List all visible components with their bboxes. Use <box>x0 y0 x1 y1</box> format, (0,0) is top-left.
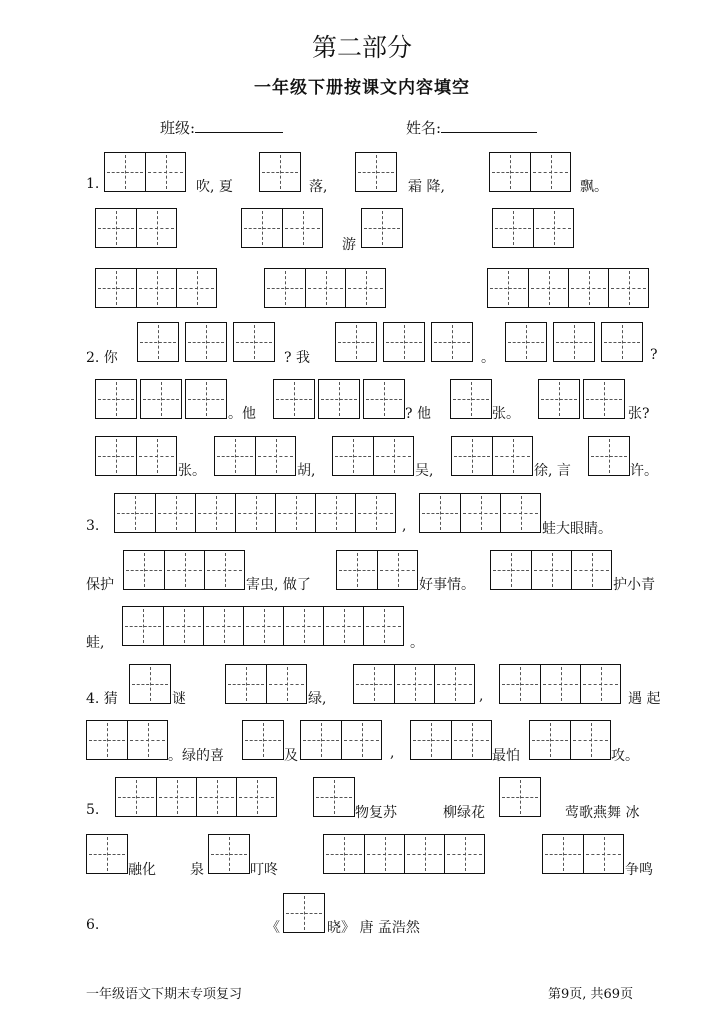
s3-number: 3. <box>86 518 100 534</box>
writing-cell[interactable] <box>130 665 170 703</box>
class-input-line[interactable] <box>195 118 283 133</box>
writing-cell[interactable] <box>136 437 176 475</box>
s2-text-c: ? <box>650 347 658 363</box>
answer-box[interactable] <box>553 322 595 362</box>
answer-box[interactable] <box>505 322 547 362</box>
writing-cell[interactable] <box>196 778 236 816</box>
writing-cell[interactable] <box>136 209 176 247</box>
writing-cell[interactable] <box>124 551 164 589</box>
writing-cell[interactable] <box>356 153 396 191</box>
answer-box[interactable] <box>300 720 382 760</box>
writing-cell[interactable] <box>528 269 568 307</box>
s4-text-g: , <box>390 745 395 761</box>
answer-box[interactable] <box>490 550 612 590</box>
writing-cell[interactable] <box>209 835 249 873</box>
writing-cell[interactable] <box>96 269 136 307</box>
writing-cell[interactable] <box>226 665 266 703</box>
answer-box[interactable] <box>273 379 315 419</box>
writing-cell[interactable] <box>96 380 136 418</box>
writing-cell[interactable] <box>444 835 484 873</box>
writing-cell[interactable] <box>584 380 624 418</box>
answer-box[interactable] <box>363 379 405 419</box>
answer-box[interactable] <box>242 720 284 760</box>
writing-cell[interactable] <box>364 380 404 418</box>
answer-box[interactable] <box>225 664 307 704</box>
answer-box[interactable] <box>583 379 625 419</box>
answer-box[interactable] <box>332 436 414 476</box>
writing-cell[interactable] <box>243 607 283 645</box>
answer-box[interactable] <box>208 834 250 874</box>
s4-number: 4. 猜 <box>86 691 118 707</box>
writing-cell[interactable] <box>583 835 623 873</box>
writing-cell[interactable] <box>282 209 322 247</box>
writing-cell[interactable] <box>195 494 235 532</box>
writing-cell[interactable] <box>96 209 136 247</box>
writing-cell[interactable] <box>265 269 305 307</box>
s3-text-a: , <box>402 518 407 534</box>
writing-cell[interactable] <box>116 778 156 816</box>
writing-cell[interactable] <box>580 665 620 703</box>
answer-box[interactable] <box>318 379 360 419</box>
footer-left: 一年级语文下期末专项复习 <box>86 987 243 1002</box>
s4-text-e: 。绿的喜 <box>168 748 224 764</box>
answer-box[interactable] <box>233 322 275 362</box>
writing-cell[interactable] <box>242 209 282 247</box>
writing-cell[interactable] <box>540 665 580 703</box>
writing-cell[interactable] <box>491 551 531 589</box>
answer-box[interactable] <box>336 550 418 590</box>
writing-cell[interactable] <box>145 153 185 191</box>
s3-text-h: 。 <box>410 635 424 651</box>
answer-box[interactable] <box>335 322 377 362</box>
writing-cell[interactable] <box>324 835 364 873</box>
writing-cell[interactable] <box>314 778 354 816</box>
writing-cell[interactable] <box>570 721 610 759</box>
s1-text-e: 游 <box>342 237 356 253</box>
writing-cell[interactable] <box>164 551 204 589</box>
writing-cell[interactable] <box>337 551 377 589</box>
s2-text-k: 徐, 言 <box>534 463 571 479</box>
writing-cell[interactable] <box>533 209 573 247</box>
s5-text-e: 泉 <box>190 862 204 878</box>
answer-box[interactable] <box>542 834 624 874</box>
writing-cell[interactable] <box>156 778 196 816</box>
s4-text-h: 最怕 <box>492 748 520 764</box>
writing-cell[interactable] <box>608 269 648 307</box>
s3-text-d: 害虫, 做了 <box>246 577 311 593</box>
answer-box[interactable] <box>129 664 171 704</box>
answer-box[interactable] <box>214 436 296 476</box>
writing-cell[interactable] <box>345 269 385 307</box>
s4-text-i: 攻。 <box>611 748 639 764</box>
writing-cell[interactable] <box>215 437 255 475</box>
writing-cell[interactable] <box>123 607 163 645</box>
writing-cell[interactable] <box>333 437 373 475</box>
writing-cell[interactable] <box>155 494 195 532</box>
writing-cell[interactable] <box>506 323 546 361</box>
answer-box[interactable] <box>492 208 574 248</box>
s2-text-i: 胡, <box>297 463 316 479</box>
writing-cell[interactable] <box>411 721 451 759</box>
writing-cell[interactable] <box>284 894 324 932</box>
writing-cell[interactable] <box>203 607 243 645</box>
writing-cell[interactable] <box>451 721 491 759</box>
answer-box[interactable] <box>185 322 227 362</box>
writing-cell[interactable] <box>305 269 345 307</box>
s2-text-g: 张? <box>628 406 650 422</box>
writing-cell[interactable] <box>363 607 403 645</box>
s2-number: 2. 你 <box>86 350 118 366</box>
answer-box[interactable] <box>601 322 643 362</box>
answer-box[interactable] <box>259 152 301 192</box>
s4-text-d: 遇 起 <box>628 691 661 707</box>
answer-box[interactable] <box>487 268 649 308</box>
writing-cell[interactable] <box>373 437 413 475</box>
s2-text-d: 。他 <box>228 406 256 422</box>
answer-box[interactable] <box>140 379 182 419</box>
s5-number: 5. <box>86 802 100 818</box>
s1-text-a: 吹, 夏 <box>196 179 233 195</box>
answer-box[interactable] <box>95 208 177 248</box>
writing-cell[interactable] <box>460 494 500 532</box>
writing-cell[interactable] <box>539 380 579 418</box>
answer-box[interactable] <box>114 493 396 533</box>
writing-cell[interactable] <box>490 153 530 191</box>
writing-cell[interactable] <box>138 323 178 361</box>
writing-cell[interactable] <box>355 494 395 532</box>
answer-box[interactable] <box>86 720 168 760</box>
s2-text-a: ? 我 <box>284 350 310 366</box>
answer-box[interactable] <box>137 322 179 362</box>
writing-cell[interactable] <box>315 494 355 532</box>
writing-cell[interactable] <box>492 437 532 475</box>
answer-box[interactable] <box>323 834 485 874</box>
writing-cell[interactable] <box>362 209 402 247</box>
writing-cell[interactable] <box>452 437 492 475</box>
writing-cell[interactable] <box>283 607 323 645</box>
writing-cell[interactable] <box>354 665 394 703</box>
writing-cell[interactable] <box>136 269 176 307</box>
answer-box[interactable] <box>86 834 128 874</box>
writing-cell[interactable] <box>87 721 127 759</box>
s2-text-f: 张。 <box>492 406 520 422</box>
writing-cell[interactable] <box>531 551 571 589</box>
writing-cell[interactable] <box>163 607 203 645</box>
writing-cell[interactable] <box>377 551 417 589</box>
s4-text-f: 及 <box>284 748 298 764</box>
writing-cell[interactable] <box>115 494 155 532</box>
writing-cell[interactable] <box>236 778 276 816</box>
writing-cell[interactable] <box>500 665 540 703</box>
answer-box[interactable] <box>123 550 245 590</box>
s2-text-h: 张。 <box>178 463 206 479</box>
answer-box[interactable] <box>95 379 137 419</box>
writing-cell[interactable] <box>275 494 315 532</box>
s5-text-d: 融化 <box>128 862 156 878</box>
s1-text-b: 落, <box>309 179 328 195</box>
answer-box[interactable] <box>95 436 177 476</box>
name-label: 姓名: <box>406 119 442 137</box>
s2-text-l: 许。 <box>630 463 658 479</box>
footer-page-number: 第9页, 共69页 <box>548 987 634 1002</box>
writing-cell[interactable] <box>243 721 283 759</box>
s3-text-g: 蛙, <box>86 635 105 651</box>
writing-cell[interactable] <box>319 380 359 418</box>
s2-text-j: 吴, <box>415 463 434 479</box>
writing-cell[interactable] <box>274 380 314 418</box>
answer-box[interactable] <box>185 379 227 419</box>
answer-box[interactable] <box>588 436 630 476</box>
s3-text-e: 好事情。 <box>419 577 475 593</box>
answer-box[interactable] <box>451 436 533 476</box>
writing-cell[interactable] <box>384 323 424 361</box>
answer-box[interactable] <box>283 893 325 933</box>
s1-number: 1. <box>86 176 100 192</box>
writing-cell[interactable] <box>127 721 167 759</box>
writing-cell[interactable] <box>176 269 216 307</box>
s4-text-a: 谜 <box>172 691 186 707</box>
s3-text-b: 蛙大眼睛。 <box>542 521 612 537</box>
writing-cell[interactable] <box>493 209 533 247</box>
writing-cell[interactable] <box>451 380 491 418</box>
answer-box[interactable] <box>104 152 186 192</box>
writing-cell[interactable] <box>543 835 583 873</box>
writing-cell[interactable] <box>500 778 540 816</box>
answer-box[interactable] <box>355 152 397 192</box>
writing-cell[interactable] <box>255 437 295 475</box>
answer-box[interactable] <box>313 777 355 817</box>
answer-box[interactable] <box>499 777 541 817</box>
writing-cell[interactable] <box>602 323 642 361</box>
answer-box[interactable] <box>95 268 217 308</box>
s4-text-c: , <box>479 688 484 704</box>
s6-text-a: 《 <box>266 920 280 936</box>
writing-cell[interactable] <box>96 437 136 475</box>
writing-cell[interactable] <box>554 323 594 361</box>
writing-cell[interactable] <box>589 437 629 475</box>
writing-cell[interactable] <box>186 323 226 361</box>
writing-cell[interactable] <box>301 721 341 759</box>
writing-cell[interactable] <box>434 665 474 703</box>
s5-text-c: 莺歌燕舞 冰 <box>565 805 640 821</box>
writing-cell[interactable] <box>432 323 472 361</box>
answer-box[interactable] <box>538 379 580 419</box>
writing-cell[interactable] <box>105 153 145 191</box>
writing-cell[interactable] <box>364 835 404 873</box>
answer-box[interactable] <box>241 208 323 248</box>
writing-cell[interactable] <box>260 153 300 191</box>
s6-number: 6. <box>86 917 100 933</box>
s3-text-c: 保护 <box>86 577 114 593</box>
writing-cell[interactable] <box>235 494 275 532</box>
writing-cell[interactable] <box>420 494 460 532</box>
writing-cell[interactable] <box>341 721 381 759</box>
answer-box[interactable] <box>529 720 611 760</box>
s4-text-b: 绿, <box>308 691 327 707</box>
s6-text-b: 晓》 唐 孟浩然 <box>327 920 420 936</box>
s2-text-e: ? 他 <box>405 406 431 422</box>
writing-cell[interactable] <box>571 551 611 589</box>
answer-box[interactable] <box>419 493 541 533</box>
writing-cell[interactable] <box>500 494 540 532</box>
s5-text-b: 柳绿花 <box>443 805 485 821</box>
page-title: 第二部分 <box>311 33 412 62</box>
writing-cell[interactable] <box>394 665 434 703</box>
s5-text-g: 争鸣 <box>625 862 653 878</box>
answer-box[interactable] <box>489 152 571 192</box>
answer-box[interactable] <box>410 720 492 760</box>
answer-box[interactable] <box>361 208 403 248</box>
writing-cell[interactable] <box>323 607 363 645</box>
writing-cell[interactable] <box>266 665 306 703</box>
writing-cell[interactable] <box>204 551 244 589</box>
s5-text-a: 物复苏 <box>355 805 397 821</box>
answer-box[interactable] <box>122 606 404 646</box>
writing-cell[interactable] <box>87 835 127 873</box>
writing-cell[interactable] <box>234 323 274 361</box>
s5-text-f: 叮咚 <box>250 862 278 878</box>
s1-text-c: 霜 降, <box>408 179 445 195</box>
answer-box[interactable] <box>431 322 473 362</box>
writing-cell[interactable] <box>404 835 444 873</box>
answer-box[interactable] <box>450 379 492 419</box>
s3-text-f: 护小青 <box>613 577 655 593</box>
s1-text-d: 飘。 <box>580 179 608 195</box>
answer-box[interactable] <box>115 777 277 817</box>
s2-text-b: 。 <box>481 350 495 366</box>
answer-box[interactable] <box>499 664 621 704</box>
name-field <box>406 117 537 138</box>
writing-cell[interactable] <box>141 380 181 418</box>
writing-cell[interactable] <box>336 323 376 361</box>
answer-box[interactable] <box>383 322 425 362</box>
class-field <box>160 117 283 138</box>
writing-cell[interactable] <box>186 380 226 418</box>
page-subtitle: 一年级下册按课文内容填空 <box>254 78 470 98</box>
writing-cell[interactable] <box>530 721 570 759</box>
name-input-line[interactable] <box>441 118 537 133</box>
class-label: 班级: <box>160 119 196 137</box>
writing-cell[interactable] <box>488 269 528 307</box>
answer-box[interactable] <box>353 664 475 704</box>
writing-cell[interactable] <box>530 153 570 191</box>
answer-box[interactable] <box>264 268 386 308</box>
writing-cell[interactable] <box>568 269 608 307</box>
